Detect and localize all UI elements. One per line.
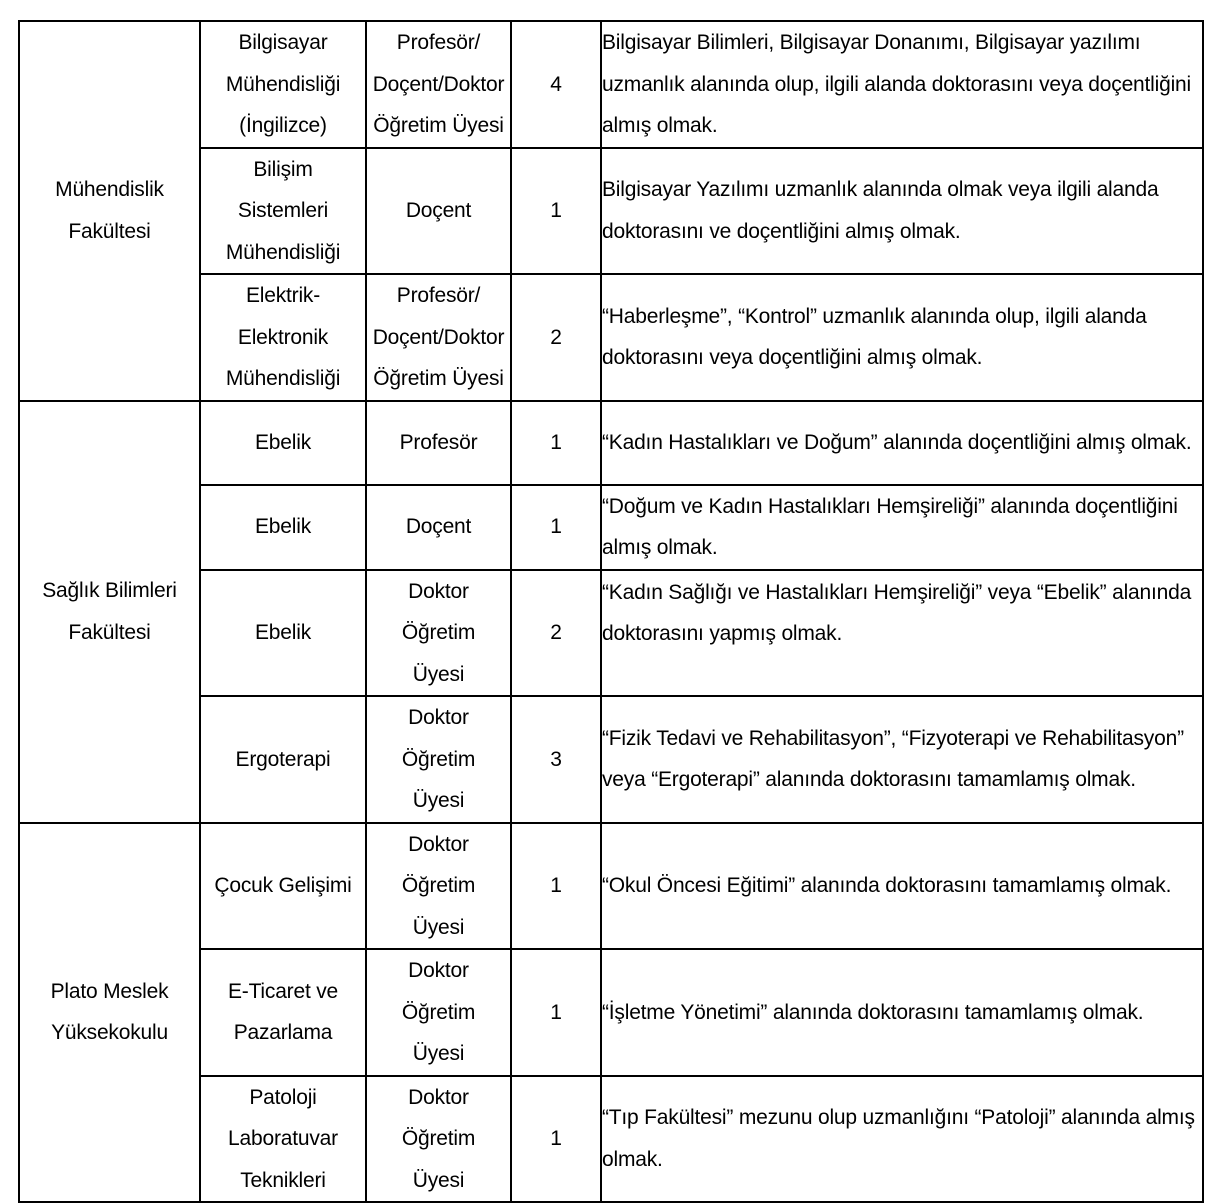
department-cell — [200, 21, 366, 148]
academic-title: Doktor Öğretim Üyesi — [401, 579, 476, 686]
academic-title: Doktor Öğretim Üyesi — [401, 1085, 476, 1192]
requirement-cell — [601, 401, 1203, 485]
department-name: Ebelik — [255, 621, 311, 644]
position-count: 2 — [550, 325, 562, 349]
academic-title: Doçent — [405, 199, 472, 222]
faculty-cell — [19, 21, 200, 401]
count-cell — [511, 274, 601, 401]
title-cell — [366, 485, 511, 570]
department-name: Ebelik — [255, 515, 311, 539]
department-cell — [200, 570, 366, 697]
count-cell — [511, 696, 601, 823]
position-count: 1 — [550, 515, 562, 539]
requirement-text: “İşletme Yönetimi” alanında doktorasını tamamlamış olmak. — [602, 1000, 1144, 1024]
requirement-cell — [601, 485, 1203, 570]
requirement-text: Bilgisayar Bilimleri, Bilgisayar Donanımı, Bilgisayar yazılımı uzmanlık alanında olup, ilgili alanda doktorasını veya doçentliğini almış olmak. — [602, 31, 1191, 137]
academic-title: Doktor Öğretim Üyesi — [401, 706, 476, 812]
department-name: Ergoterapi — [235, 747, 331, 771]
department-name: Ebelik — [255, 430, 311, 454]
requirement-text: “Tıp Fakültesi” mezunu olup uzmanlığını “Patoloji” alanında almış olmak. — [602, 1106, 1195, 1171]
requirement-text: “Doğum ve Kadın Hastalıkları Hemşireliği” alanında doçentliğini almış olmak. — [602, 494, 1178, 559]
count-cell — [511, 949, 601, 1076]
requirement-text: “Fizik Tedavi ve Rehabilitasyon”, “Fizyoterapi ve Rehabilitasyon” veya “Ergoterapi” alanında doktorasını tamamlamış olmak. — [602, 726, 1184, 792]
title-cell — [366, 949, 511, 1076]
requirement-text: Bilgisayar Yazılımı uzmanlık alanında olmak veya ilgili alanda doktorasını ve doçentliğini almış olmak. — [602, 178, 1159, 243]
faculty-name: Mühendislik Fakültesi — [55, 178, 164, 243]
department-name: Patoloji Laboratuvar Teknikleri — [228, 1085, 338, 1192]
title-cell — [366, 823, 511, 950]
count-cell — [511, 823, 601, 950]
count-cell — [511, 148, 601, 275]
count-cell — [511, 570, 601, 697]
department-cell — [200, 148, 366, 275]
faculty-name: Plato Meslek Yüksekokulu — [50, 979, 169, 1045]
requirement-cell — [601, 21, 1203, 148]
faculty-cell — [19, 823, 200, 1203]
requirement-cell — [601, 1076, 1203, 1203]
requirement-text: “Haberleşme”, “Kontrol” uzmanlık alanında olup, ilgili alanda doktorasını veya doçentliğini almış olmak. — [602, 304, 1147, 370]
requirement-text: “Kadın Sağlığı ve Hastalıkları Hemşireliği” veya “Ebelik” alanında doktorasını yapmış olmak. — [602, 580, 1192, 645]
title-cell — [366, 401, 511, 485]
academic-title: Profesör — [399, 430, 478, 454]
department-cell — [200, 823, 366, 950]
requirement-text: “Okul Öncesi Eğitimi” alanında doktorasını tamamlamış olmak. — [602, 874, 1172, 897]
position-count: 1 — [550, 199, 562, 222]
department-cell — [200, 485, 366, 570]
title-cell — [366, 570, 511, 697]
position-count: 4 — [550, 72, 562, 96]
position-count: 1 — [550, 1000, 562, 1024]
faculty-cell — [19, 401, 200, 823]
title-cell — [366, 274, 511, 401]
table-row — [19, 823, 1203, 950]
title-cell — [366, 1076, 511, 1203]
department-name: Bilgisayar Mühendisliği (İngilizce) — [225, 31, 341, 137]
title-cell — [366, 21, 511, 148]
position-count: 1 — [550, 430, 562, 454]
position-count: 3 — [550, 747, 562, 771]
requirement-cell — [601, 148, 1203, 275]
department-name: Çocuk Gelişimi — [214, 874, 352, 897]
count-cell — [511, 1076, 601, 1203]
academic-title: Profesör/ Doçent/Doktor Öğretim Üyesi — [372, 31, 505, 137]
academic-positions-table — [18, 20, 1204, 1203]
count-cell — [511, 21, 601, 148]
faculty-name: Sağlık Bilimleri Fakültesi — [42, 579, 177, 644]
position-count: 1 — [550, 874, 562, 897]
department-name: Elektrik-Elektronik Mühendisliği — [225, 284, 341, 390]
department-cell — [200, 401, 366, 485]
academic-title: Doçent — [405, 515, 472, 539]
department-name: E-Ticaret ve Pazarlama — [227, 979, 338, 1045]
requirement-cell — [601, 949, 1203, 1076]
table-row — [19, 21, 1203, 148]
title-cell — [366, 696, 511, 823]
academic-title: Doktor Öğretim Üyesi — [401, 959, 476, 1065]
academic-title: Profesör/ Doçent/Doktor Öğretim Üyesi — [372, 284, 505, 390]
requirement-text: “Kadın Hastalıkları ve Doğum” alanında doçentliğini almış olmak. — [602, 430, 1192, 454]
table-row — [19, 401, 1203, 485]
position-count: 1 — [550, 1127, 562, 1150]
position-count: 2 — [550, 621, 562, 644]
requirement-cell — [601, 570, 1203, 697]
requirement-cell — [601, 274, 1203, 401]
department-cell — [200, 949, 366, 1076]
department-cell — [200, 274, 366, 401]
department-cell — [200, 1076, 366, 1203]
requirement-cell — [601, 696, 1203, 823]
requirement-cell — [601, 823, 1203, 950]
count-cell — [511, 401, 601, 485]
title-cell — [366, 148, 511, 275]
department-cell — [200, 696, 366, 823]
department-name: Bilişim Sistemleri Mühendisliği — [225, 157, 341, 264]
academic-title: Doktor Öğretim Üyesi — [401, 832, 476, 939]
count-cell — [511, 485, 601, 570]
